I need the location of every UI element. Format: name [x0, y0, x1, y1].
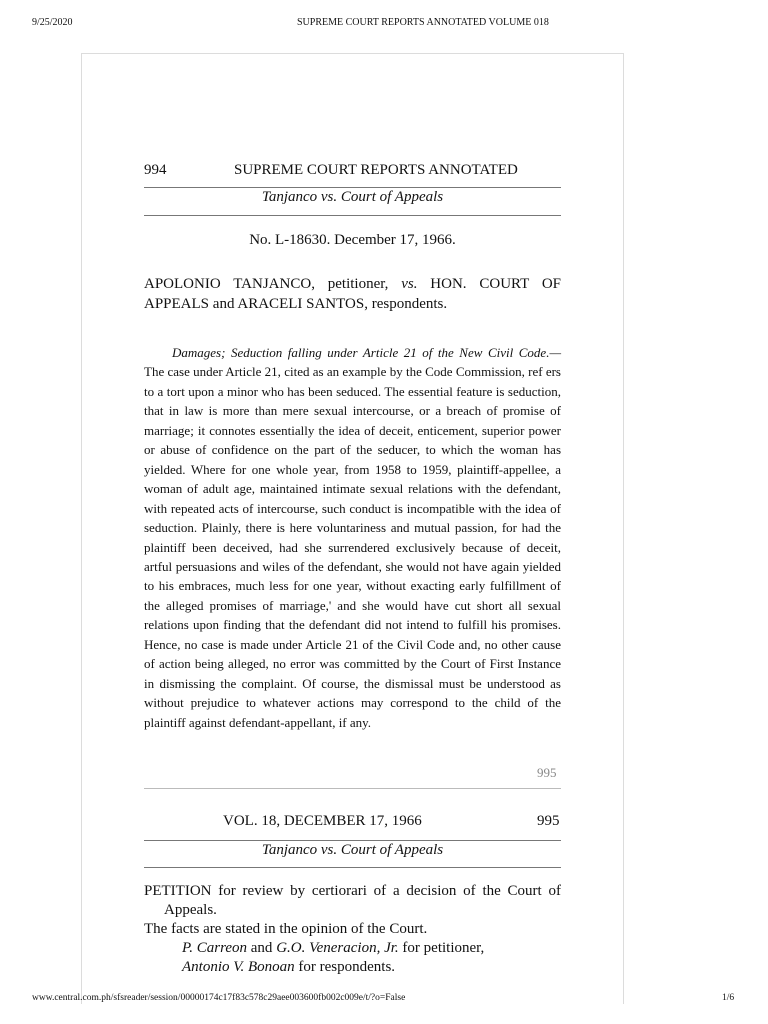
petition-block: [144, 882, 561, 977]
header2-rule-bottom: [144, 867, 561, 868]
page-break-rule: [144, 788, 561, 789]
header-rule-top: [144, 187, 561, 188]
syllabus-paragraph: [144, 343, 561, 732]
respondent-court: HON. COURT OF APPEALS: [144, 276, 562, 312]
petitioner-name: APOLONIO TANJANCO: [144, 276, 312, 292]
print-date: 9/25/2020: [32, 17, 73, 28]
page-number-994: 994: [144, 162, 167, 178]
petition-paragraph: PETITION for review by certiorari of a decision of the Court of Appeals.: [144, 883, 561, 918]
running-title: SUPREME COURT REPORTS ANNOTATED: [234, 162, 518, 178]
page-number-995: 995: [537, 813, 560, 829]
counsel-respondent: Antonio V. Bonoan for respondents.: [182, 959, 396, 975]
facts-line: The facts are stated in the opinion of the Court.: [144, 921, 428, 937]
case-parties: APOLONIO TANJANCO, petitioner, vs. HON. COURT OF APPEALS and ARACELI SANTOS, respondents.: [144, 276, 562, 312]
print-footer-url: www.central.com.ph/sfsreader/session/00000174c17f83c578c29aee003600fb002c009e/t/?o=False: [32, 993, 406, 1003]
syllabus-body: The case under Article 21, cited as an example by the Code Commission, ref ers to a tort upon a minor who has been seduced. The essential feature is seduction, that in law is more than mere sexual intercourse, or a breach of promise of marriage; it connotes essentially the idea of deceit, enticement, superior power or abuse of confidence on the part of the seducer, to which the woman has yielded. Where for one whole year, from 1958 to 1959, plaintiff-appellee, a woman of adult age, maintained intimate sexual relations with the defendant, with repeated acts of intercourse, such conduct is incompatible with the idea of seduction. Plainly, there is here voluntariness and mutual passion, for had the plaintiff been deceived, had she surrendered exclusively because of deceit, artful persuasions and wiles of the defendant, she would not have again yielded to his embraces, much less for one year, without exacting early fulfillment of the alleged promises of marriage,' and she would have cut short all sexual relations upon finding that the defendant did not intend to fulfill his promises. Hence, no case is made under Article 21 of the Civil Code and, no other cause of action being alleged, no error was committed by the Court of First Instance in dismissing the complaint. Of course, the dismissal must be understood as without prejudice to whatever actions may correspond to the child of the plaintiff against defendant-appellant, if any.: [144, 364, 561, 730]
next-page-marker: 995: [537, 765, 557, 780]
print-footer-page-count: 1/6: [722, 993, 735, 1003]
respondent-name: ARACELI SANTOS: [237, 296, 365, 312]
document-page: [81, 53, 624, 1004]
case-title-2: Tanjanco vs. Court of Appeals: [261, 842, 444, 858]
header2-rule-top: [144, 840, 561, 841]
print-header-title: SUPREME COURT REPORTS ANNOTATED VOLUME 018: [297, 17, 549, 28]
header-rule-bottom: [144, 215, 561, 216]
counsel-petitioner: P. Carreon and G.O. Veneracion, Jr. for petitioner,: [182, 940, 485, 956]
syllabus-heading: Damages; Seduction falling under Article 21 of the New Civil Code.—: [172, 345, 561, 360]
case-title: Tanjanco vs. Court of Appeals: [261, 189, 444, 205]
docket-number: No. L-18630. December 17, 1966.: [249, 232, 456, 248]
volume-line: VOL. 18, DECEMBER 17, 1966: [223, 813, 422, 829]
